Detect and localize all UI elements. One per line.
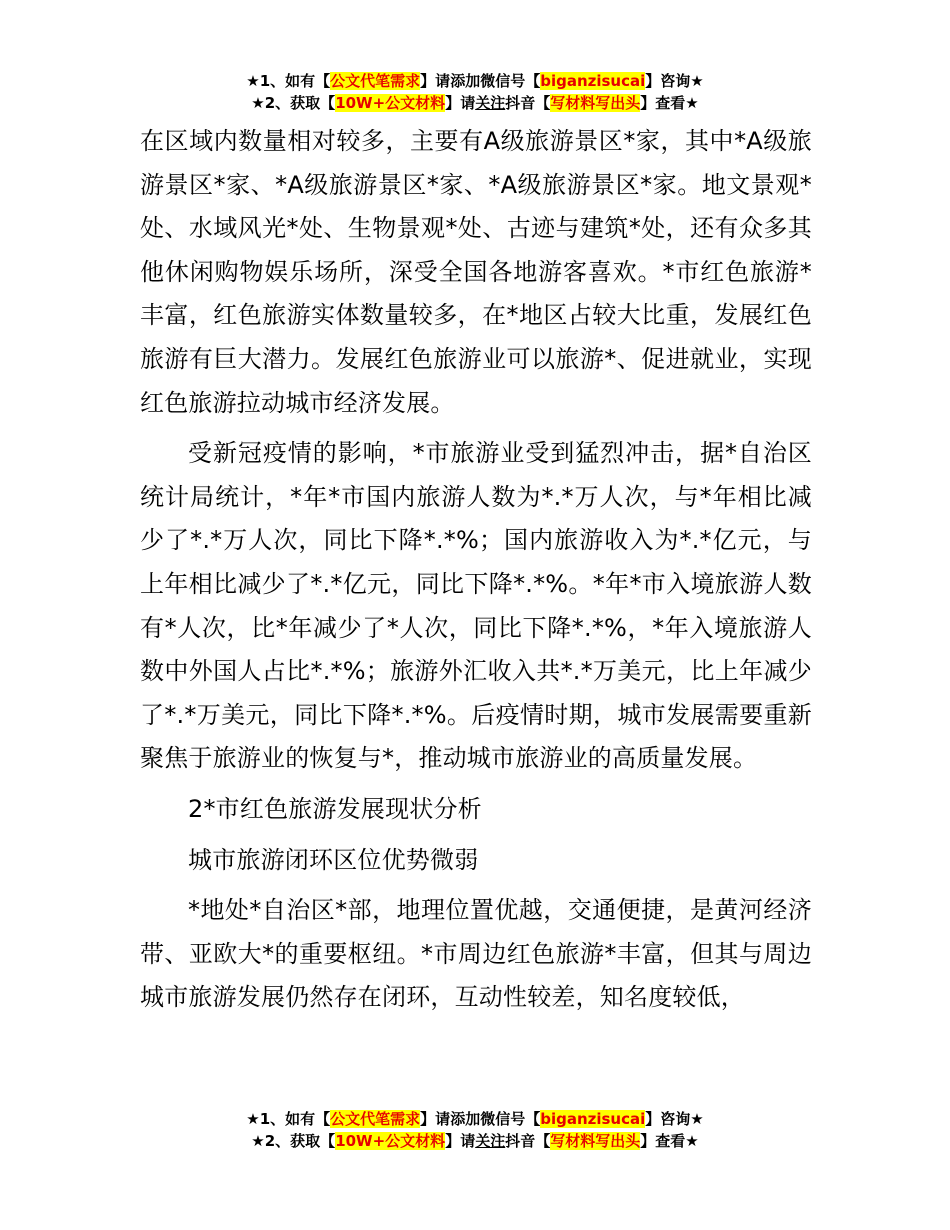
banner-highlight-douyin: 写材料写出头: [550, 94, 641, 112]
banner-text: ★1、如有【: [246, 1110, 331, 1128]
body-paragraph: 受新冠疫情的影响，*市旅游业受到猛烈冲击，据*自治区统计局统计，*年*市国内旅游人数为*.*万人次，与*年相比减少了*.*万人次，同比下降*.*%；国内旅游收入为*.*亿元，与上年相比减少了*.*亿元，同比下降*.*%。*年*市入境旅游人数有*人次，比*年减少了*人次，同比下降*.*%，*年入境旅游人数中外国人占比*.*%；旅游外汇收入共*.*万美元，比上年减少了*.*万美元，同比下降*.*%。后疫情时期，城市发展需要重新聚焦于旅游业的恢复与*，推动城市旅游业的高质量发展。: [140, 439, 812, 773]
banner-highlight-service: 公文代笔需求: [330, 1110, 421, 1128]
bottom-banner: [0, 1108, 950, 1152]
banner-line-1: [0, 1108, 950, 1130]
banner-text-emphasis: 添加: [450, 72, 481, 90]
banner-text: ★2、获取【: [251, 1132, 336, 1150]
section-heading: 2*市红色旅游发展现状分析: [188, 794, 482, 823]
top-banner: [0, 70, 950, 114]
banner-highlight-service: 公文代笔需求: [330, 72, 421, 90]
banner-text: 抖音【: [505, 1132, 551, 1150]
banner-line-1: [0, 70, 950, 92]
document-body: [140, 120, 812, 1020]
banner-text-underlined: 关注: [475, 94, 506, 112]
banner-text: 】请: [420, 72, 451, 90]
banner-text-emphasis: 添加: [450, 1110, 481, 1128]
banner-line-2: [0, 1130, 950, 1152]
banner-highlight-douyin: 写材料写出头: [550, 1132, 641, 1150]
banner-text: 】请: [445, 94, 476, 112]
banner-line-2: [0, 92, 950, 114]
banner-highlight-materials: 10W+公文材料: [335, 94, 446, 112]
banner-text: 微信号【: [480, 72, 541, 90]
banner-text: ★2、获取【: [251, 94, 336, 112]
banner-text: ★1、如有【: [246, 72, 331, 90]
banner-text-underlined: 关注: [475, 1132, 506, 1150]
banner-text: 】咨询★: [645, 1110, 704, 1128]
body-paragraph: *地处*自治区*部，地理位置优越，交通便捷，是黄河经济带、亚欧大*的重要枢纽。*市周边红色旅游*丰富，但其与周边城市旅游发展仍然存在闭环，互动性较差，知名度较低，: [140, 896, 812, 1012]
banner-highlight-wechat-id: biganzisucai: [540, 72, 646, 90]
banner-text: 微信号【: [480, 1110, 541, 1128]
body-paragraph: 在区域内数量相对较多，主要有A级旅游景区*家，其中*A级旅游景区*家、*A级旅游景区*家、*A级旅游景区*家。地文景观*处、水域风光*处、生物景观*处、古迹与建筑*处，还有众多其他休闲购物娱乐场所，深受全国各地游客喜欢。*市红色旅游*丰富，红色旅游实体数量较多，在*地区占较大比重，发展红色旅游有巨大潜力。发展红色旅游业可以旅游*、促进就业，实现红色旅游拉动城市经济发展。: [140, 127, 812, 417]
banner-text: 】请: [445, 1132, 476, 1150]
subsection-heading: 城市旅游闭环区位优势微弱: [188, 845, 479, 874]
banner-text: 】查看★: [640, 1132, 699, 1150]
banner-text: 】查看★: [640, 94, 699, 112]
banner-highlight-wechat-id: biganzisucai: [540, 1110, 646, 1128]
banner-text: 抖音【: [505, 94, 551, 112]
banner-highlight-materials: 10W+公文材料: [335, 1132, 446, 1150]
banner-text: 】请: [420, 1110, 451, 1128]
banner-text: 】咨询★: [645, 72, 704, 90]
